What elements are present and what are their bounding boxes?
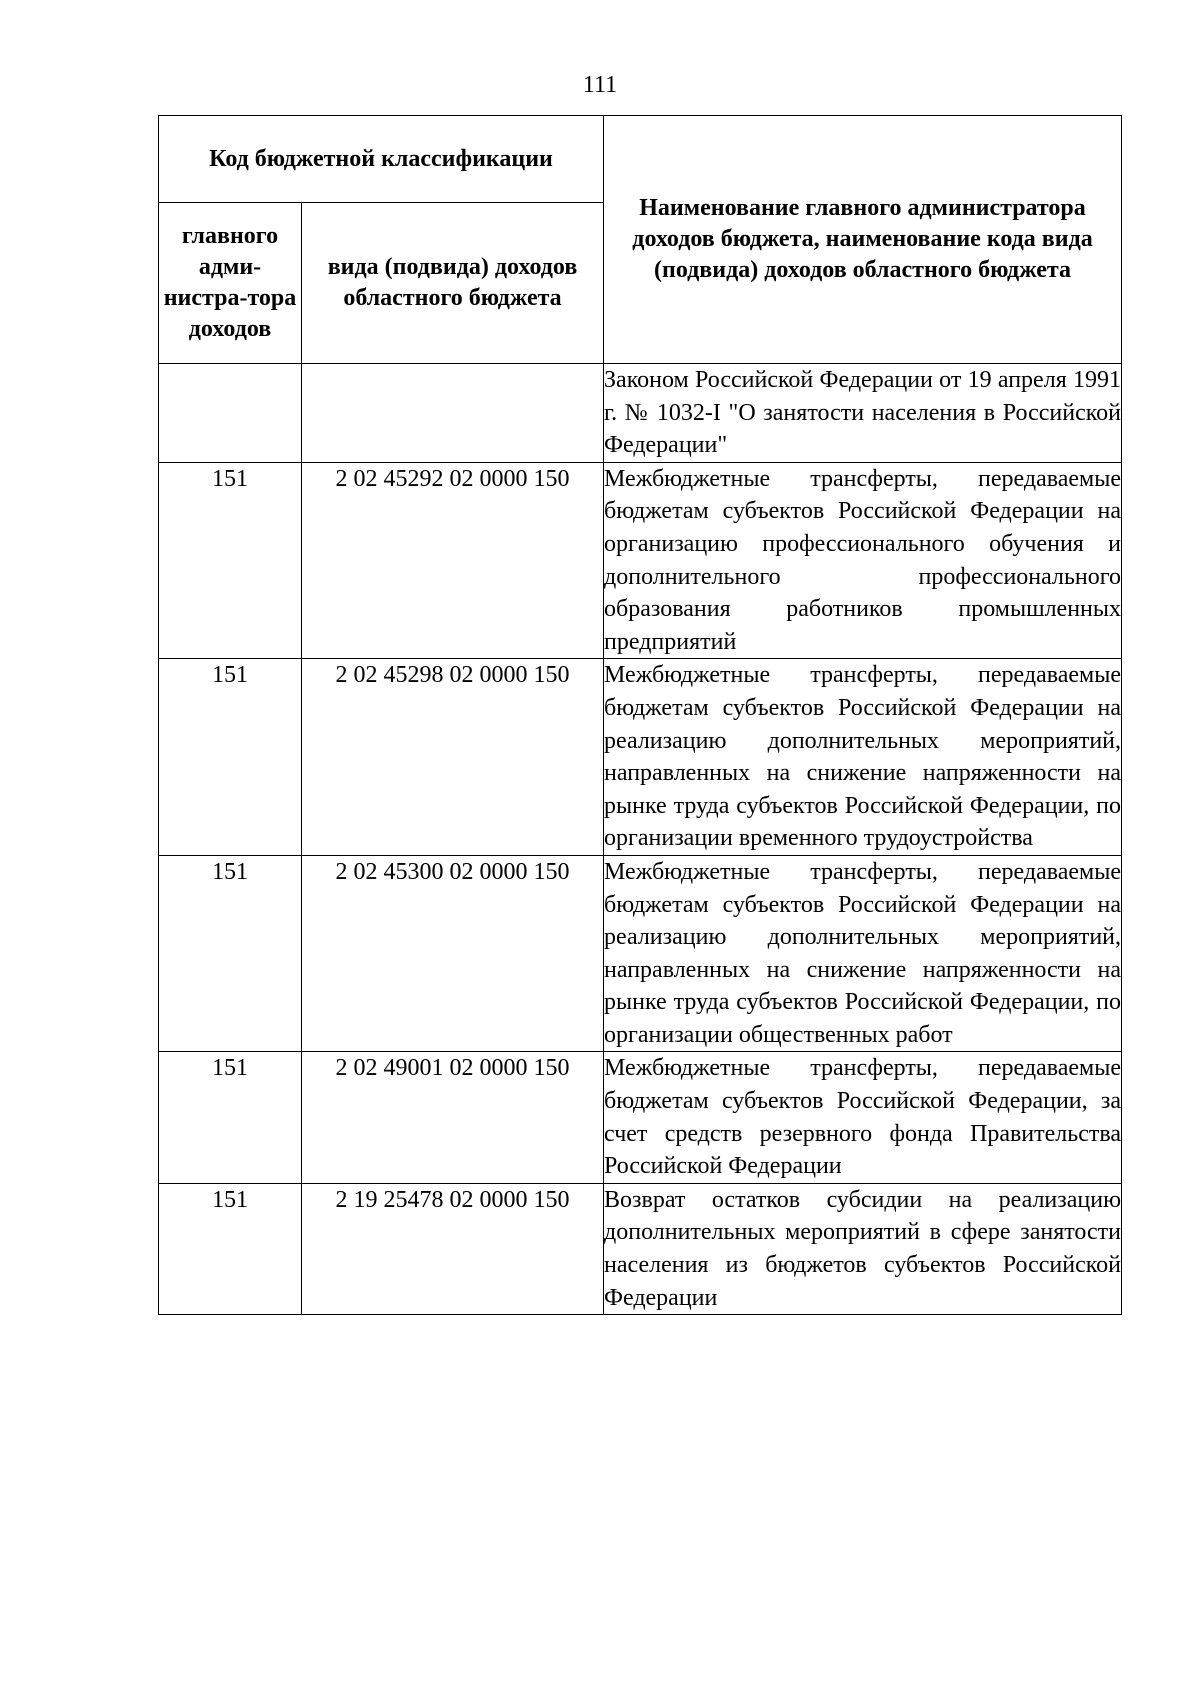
table-row bbox=[159, 462, 1122, 659]
admin-code-cell: 151 bbox=[159, 659, 302, 856]
income-code-cell: 2 02 49001 02 0000 150 bbox=[302, 1052, 604, 1183]
income-code-cell: 2 19 25478 02 0000 150 bbox=[302, 1183, 604, 1314]
budget-classification-table bbox=[158, 115, 1122, 1315]
income-name-cell: Межбюджетные трансферты, передаваемые бюджетам субъектов Российской Федерации на организацию профессионального обучения и дополнительного профессионального образования работников промышленных предприятий bbox=[604, 462, 1122, 659]
table-row bbox=[159, 659, 1122, 856]
header-admin-name: Наименование главного администратора доходов бюджета, наименование кода вида (подвида) доходов областного бюджета bbox=[604, 116, 1122, 364]
admin-code-cell: 151 bbox=[159, 855, 302, 1052]
page-number: 111 bbox=[582, 72, 618, 98]
income-code-cell: 2 02 45298 02 0000 150 bbox=[302, 659, 604, 856]
table-row bbox=[159, 364, 1122, 463]
header-income-kind: вида (подвида) доходов областного бюджета bbox=[302, 203, 604, 364]
income-code-cell bbox=[302, 364, 604, 463]
table-row bbox=[159, 1052, 1122, 1183]
table-header bbox=[159, 116, 1122, 364]
income-name-cell: Законом Российской Федерации от 19 апреля 1991 г. № 1032-I "О занятости населения в Российской Федерации" bbox=[604, 364, 1122, 463]
income-code-cell: 2 02 45300 02 0000 150 bbox=[302, 855, 604, 1052]
header-main-admin: главного адми-нистра-тора доходов bbox=[159, 203, 302, 364]
admin-code-cell: 151 bbox=[159, 1183, 302, 1314]
income-code-cell: 2 02 45292 02 0000 150 bbox=[302, 462, 604, 659]
admin-code-cell bbox=[159, 364, 302, 463]
income-name-cell: Возврат остатков субсидии на реализацию дополнительных мероприятий в сфере занятости населения из бюджетов субъектов Российской Федерации bbox=[604, 1183, 1122, 1314]
income-name-cell: Межбюджетные трансферты, передаваемые бюджетам субъектов Российской Федерации, за счет средств резервного фонда Правительства Российской Федерации bbox=[604, 1052, 1122, 1183]
header-budget-code: Код бюджетной классификации bbox=[159, 116, 604, 203]
table-row bbox=[159, 855, 1122, 1052]
admin-code-cell: 151 bbox=[159, 1052, 302, 1183]
income-name-cell: Межбюджетные трансферты, передаваемые бюджетам субъектов Российской Федерации на реализацию дополнительных мероприятий, направленных на снижение напряженности на рынке труда субъектов Российской Федерации, по организации общественных работ bbox=[604, 855, 1122, 1052]
income-name-cell: Межбюджетные трансферты, передаваемые бюджетам субъектов Российской Федерации на реализацию дополнительных мероприятий, направленных на снижение напряженности на рынке труда субъектов Российской Федерации, по организации временного трудоустройства bbox=[604, 659, 1122, 856]
table-row bbox=[159, 1183, 1122, 1314]
admin-code-cell: 151 bbox=[159, 462, 302, 659]
